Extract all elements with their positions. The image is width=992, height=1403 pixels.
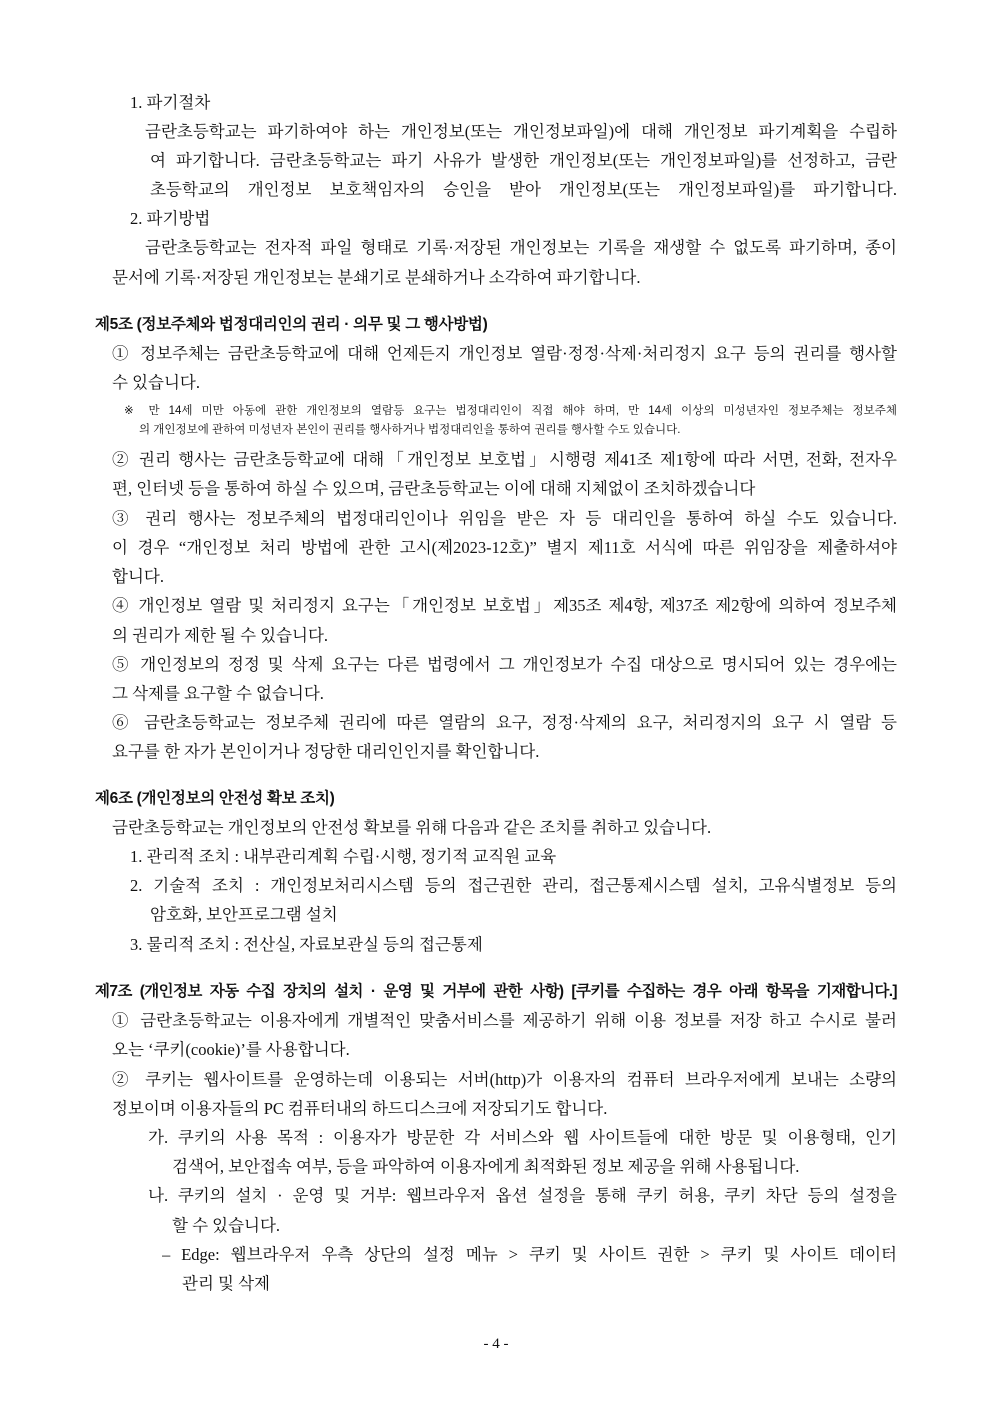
paragraph-line: ③ 권리 행사는 정보주체의 법정대리인이나 위임을 받은 자 등 대리인을 통하여 하실 수도 있습니다. [112, 509, 897, 528]
paragraph-line: 금란초등학교는 개인정보의 안전성 확보를 위해 다음과 같은 조치를 취하고 있습니다. [112, 818, 712, 837]
paragraph-line: 문서에 기록·저장된 개인정보는 분쇄기로 분쇄하거나 소각하여 파기합니다. [112, 268, 641, 287]
list-item-continuation: 관리 및 삭제 [182, 1274, 270, 1293]
paragraph-line: 초등학교의 개인정보 보호책임자의 승인을 받아 개인정보(또는 개인정보파일)를 파기합니다. [150, 180, 897, 199]
list-item-continuation: 검색어, 보안접속 여부, 등을 파악하여 이용자에게 최적화된 정보 제공을 위해 사용됩니다. [172, 1157, 800, 1176]
paragraph-line: ② 쿠키는 웹사이트를 운영하는데 이용되는 서버(http)가 이용자의 컴퓨터 브라우저에게 보내는 소량의 [112, 1070, 897, 1089]
list-item: 가. 쿠키의 사용 목적 : 이용자가 방문한 각 서비스와 웹 사이트들에 대한 방문 및 이용형태, 인기 [148, 1128, 897, 1147]
list-item: – Edge: 웹브라우저 우측 상단의 설정 메뉴 > 쿠키 및 사이트 권한 > 쿠키 및 사이트 데이터 [162, 1245, 897, 1264]
list-item: 2. 기술적 조치 : 개인정보처리시스템 등의 접근권한 관리, 접근통제시스템 설치, 고유식별정보 등의 [130, 876, 897, 895]
paragraph-line: 이 경우 “개인정보 처리 방법에 관한 고시(제2023-12호)” 별지 제11호 서식에 따른 위임장을 제출하셔야 [112, 538, 897, 557]
page-number: - 4 - [483, 1336, 509, 1352]
paragraph-line: ⑤ 개인정보의 정정 및 삭제 요구는 다른 법령에서 그 개인정보가 수집 대상으로 명시되어 있는 경우에는 [112, 655, 897, 674]
paragraph-line: ④ 개인정보 열람 및 처리정지 요구는「개인정보 보호법」제35조 제4항, 제37조 제2항에 의하여 정보주체 [112, 596, 897, 615]
list-item-continuation: 할 수 있습니다. [172, 1216, 281, 1235]
paragraph-line: 오는 ‘쿠키(cookie)’를 사용합니다. [112, 1040, 350, 1059]
paragraph-line: 의 권리가 제한 될 수 있습니다. [112, 626, 329, 645]
destruction-method-title: 2. 파기방법 [130, 209, 211, 228]
paragraph-line: 금란초등학교는 전자적 파일 형태로 기록·저장된 개인정보는 기록을 재생할 수 없도록 파기하며, 종이 [145, 238, 897, 257]
article5-heading: 제5조 (정보주체와 법정대리인의 권리 · 의무 및 그 행사방법) [95, 316, 488, 333]
paragraph-line: 요구를 한 자가 본인이거나 정당한 대리인인지를 확인합니다. [112, 742, 540, 761]
list-item: 나. 쿠키의 설치 · 운영 및 거부: 웹브라우저 옵션 설정을 통해 쿠키 허용, 쿠키 차단 등의 설정을 [148, 1186, 897, 1205]
list-item: 3. 물리적 조치 : 전산실, 자료보관실 등의 접근통제 [130, 935, 483, 954]
article6-heading: 제6조 (개인정보의 안전성 확보 조치) [95, 790, 335, 807]
note-line: 의 개인정보에 관하여 미성년자 본인이 권리를 행사하거나 법정대리인을 통하여 권리를 행사할 수도 있습니다. [139, 424, 681, 436]
list-item: 1. 관리적 조치 : 내부관리계획 수립·시행, 정기적 교직원 교육 [130, 847, 557, 866]
article7-heading: 제7조 (개인정보 자동 수집 장치의 설치 · 운영 및 거부에 관한 사항) [쿠키를 수집하는 경우 아래 항목을 기재합니다.] [95, 983, 897, 1000]
paragraph-line: ① 정보주체는 금란초등학교에 대해 언제든지 개인정보 열람·정정·삭제·처리정지 요구 등의 권리를 행사할 [112, 344, 897, 363]
paragraph-line: 여 파기합니다. 금란초등학교는 파기 사유가 발생한 개인정보(또는 개인정보파일)를 선정하고, 금란 [150, 151, 897, 170]
list-item-continuation: 암호화, 보안프로그램 설치 [150, 905, 338, 924]
paragraph-line: 그 삭제를 요구할 수 없습니다. [112, 684, 324, 703]
paragraph-line: ② 권리 행사는 금란초등학교에 대해「개인정보 보호법」시행령 제41조 제1항에 따라 서면, 전화, 전자우 [112, 450, 897, 469]
paragraph-line: 수 있습니다. [112, 373, 200, 392]
paragraph-line: ⑥ 금란초등학교는 정보주체 권리에 따른 열람의 요구, 정정·삭제의 요구, 처리정지의 요구 시 열람 등 [112, 713, 897, 732]
paragraph-line: 정보이며 이용자들의 PC 컴퓨터내의 하드디스크에 저장되기도 합니다. [112, 1099, 608, 1118]
paragraph-line: 편, 인터넷 등을 통하여 하실 수 있으며, 금란초등학교는 이에 대해 지체없이 조치하겠습니다 [112, 479, 756, 498]
paragraph-line: ① 금란초등학교는 이용자에게 개별적인 맞춤서비스를 제공하기 위해 이용 정보를 저장 하고 수시로 불러 [112, 1011, 897, 1030]
paragraph-line: 금란초등학교는 파기하여야 하는 개인정보(또는 개인정보파일)에 대해 개인정보 파기계획을 수립하 [145, 122, 897, 141]
note-line: ※ 만 14세 미만 아동에 관한 개인정보의 열람등 요구는 법정대리인이 직접 해야 하며, 만 14세 이상의 미성년자인 정보주체는 정보주체 [124, 405, 897, 417]
destruction-procedure-title: 1. 파기절차 [130, 93, 211, 112]
paragraph-line: 합니다. [112, 567, 164, 586]
